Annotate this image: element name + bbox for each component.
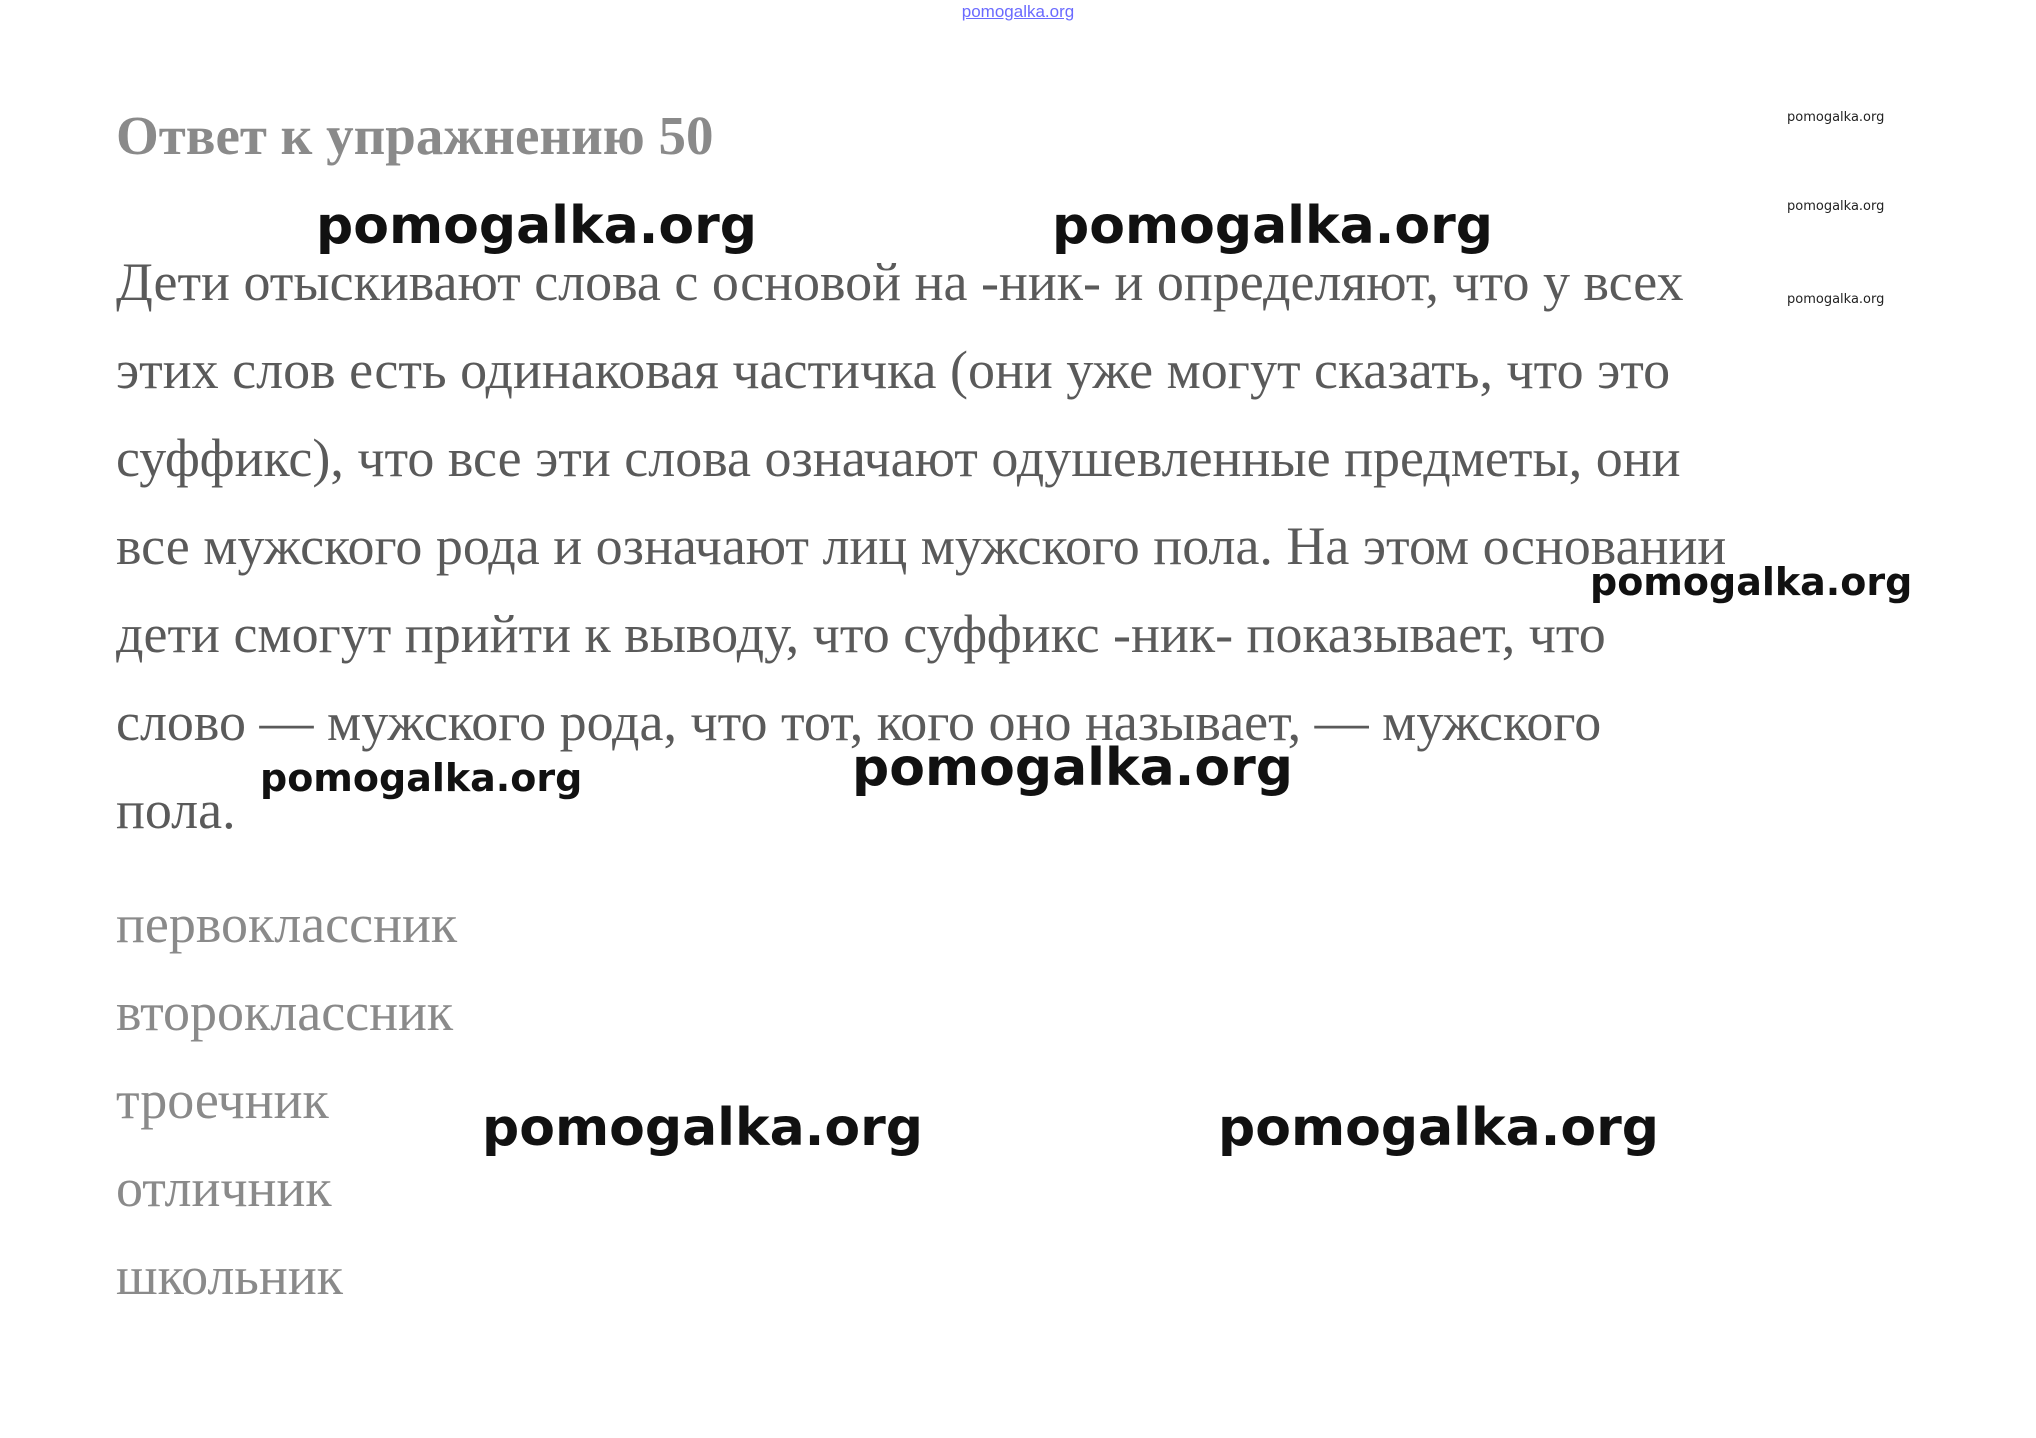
paragraph-line: этих слов есть одинаковая частичка (они уже могут сказать, что это [116, 340, 1671, 400]
word-item: отличник [116, 1158, 332, 1218]
watermark-large: pomogalka.org [1052, 196, 1494, 256]
watermark-small: pomogalka.org [1787, 110, 1885, 125]
paragraph-line: пола. [116, 780, 236, 840]
watermark-small: pomogalka.org [1787, 199, 1885, 214]
word-item: первоклассник [116, 894, 458, 954]
paragraph-line: суффикс), что все эти слова означают одушевленные предметы, они [116, 428, 1681, 488]
watermark-small: pomogalka.org [1787, 292, 1885, 307]
word-item: школьник [116, 1246, 343, 1306]
watermark-large: pomogalka.org [1218, 1098, 1660, 1158]
watermark-medium: pomogalka.org [260, 756, 583, 800]
watermark-large: pomogalka.org [852, 738, 1294, 798]
paragraph-line: слово — мужского рода, что тот, кого оно называет, — мужского [116, 692, 1602, 752]
watermark-large: pomogalka.org [316, 196, 758, 256]
page-title: Ответ к упражнению 50 [116, 105, 714, 166]
paragraph-line: Дети отыскивают слова с основой на -ник- и определяют, что у всех [116, 252, 1684, 312]
watermark-large: pomogalka.org [482, 1098, 924, 1158]
watermark-medium: pomogalka.org [1590, 560, 1913, 604]
paragraph-line: все мужского рода и означают лиц мужского пола. На этом основании [116, 516, 1727, 576]
top-site-link[interactable]: pomogalka.org [961, 2, 1075, 21]
word-list [116, 880, 457, 1320]
paragraph-line: дети смогут прийти к выводу, что суффикс -ник- показывает, что [116, 604, 1606, 664]
word-item: троечник [116, 1070, 329, 1130]
word-item: второклассник [116, 982, 454, 1042]
